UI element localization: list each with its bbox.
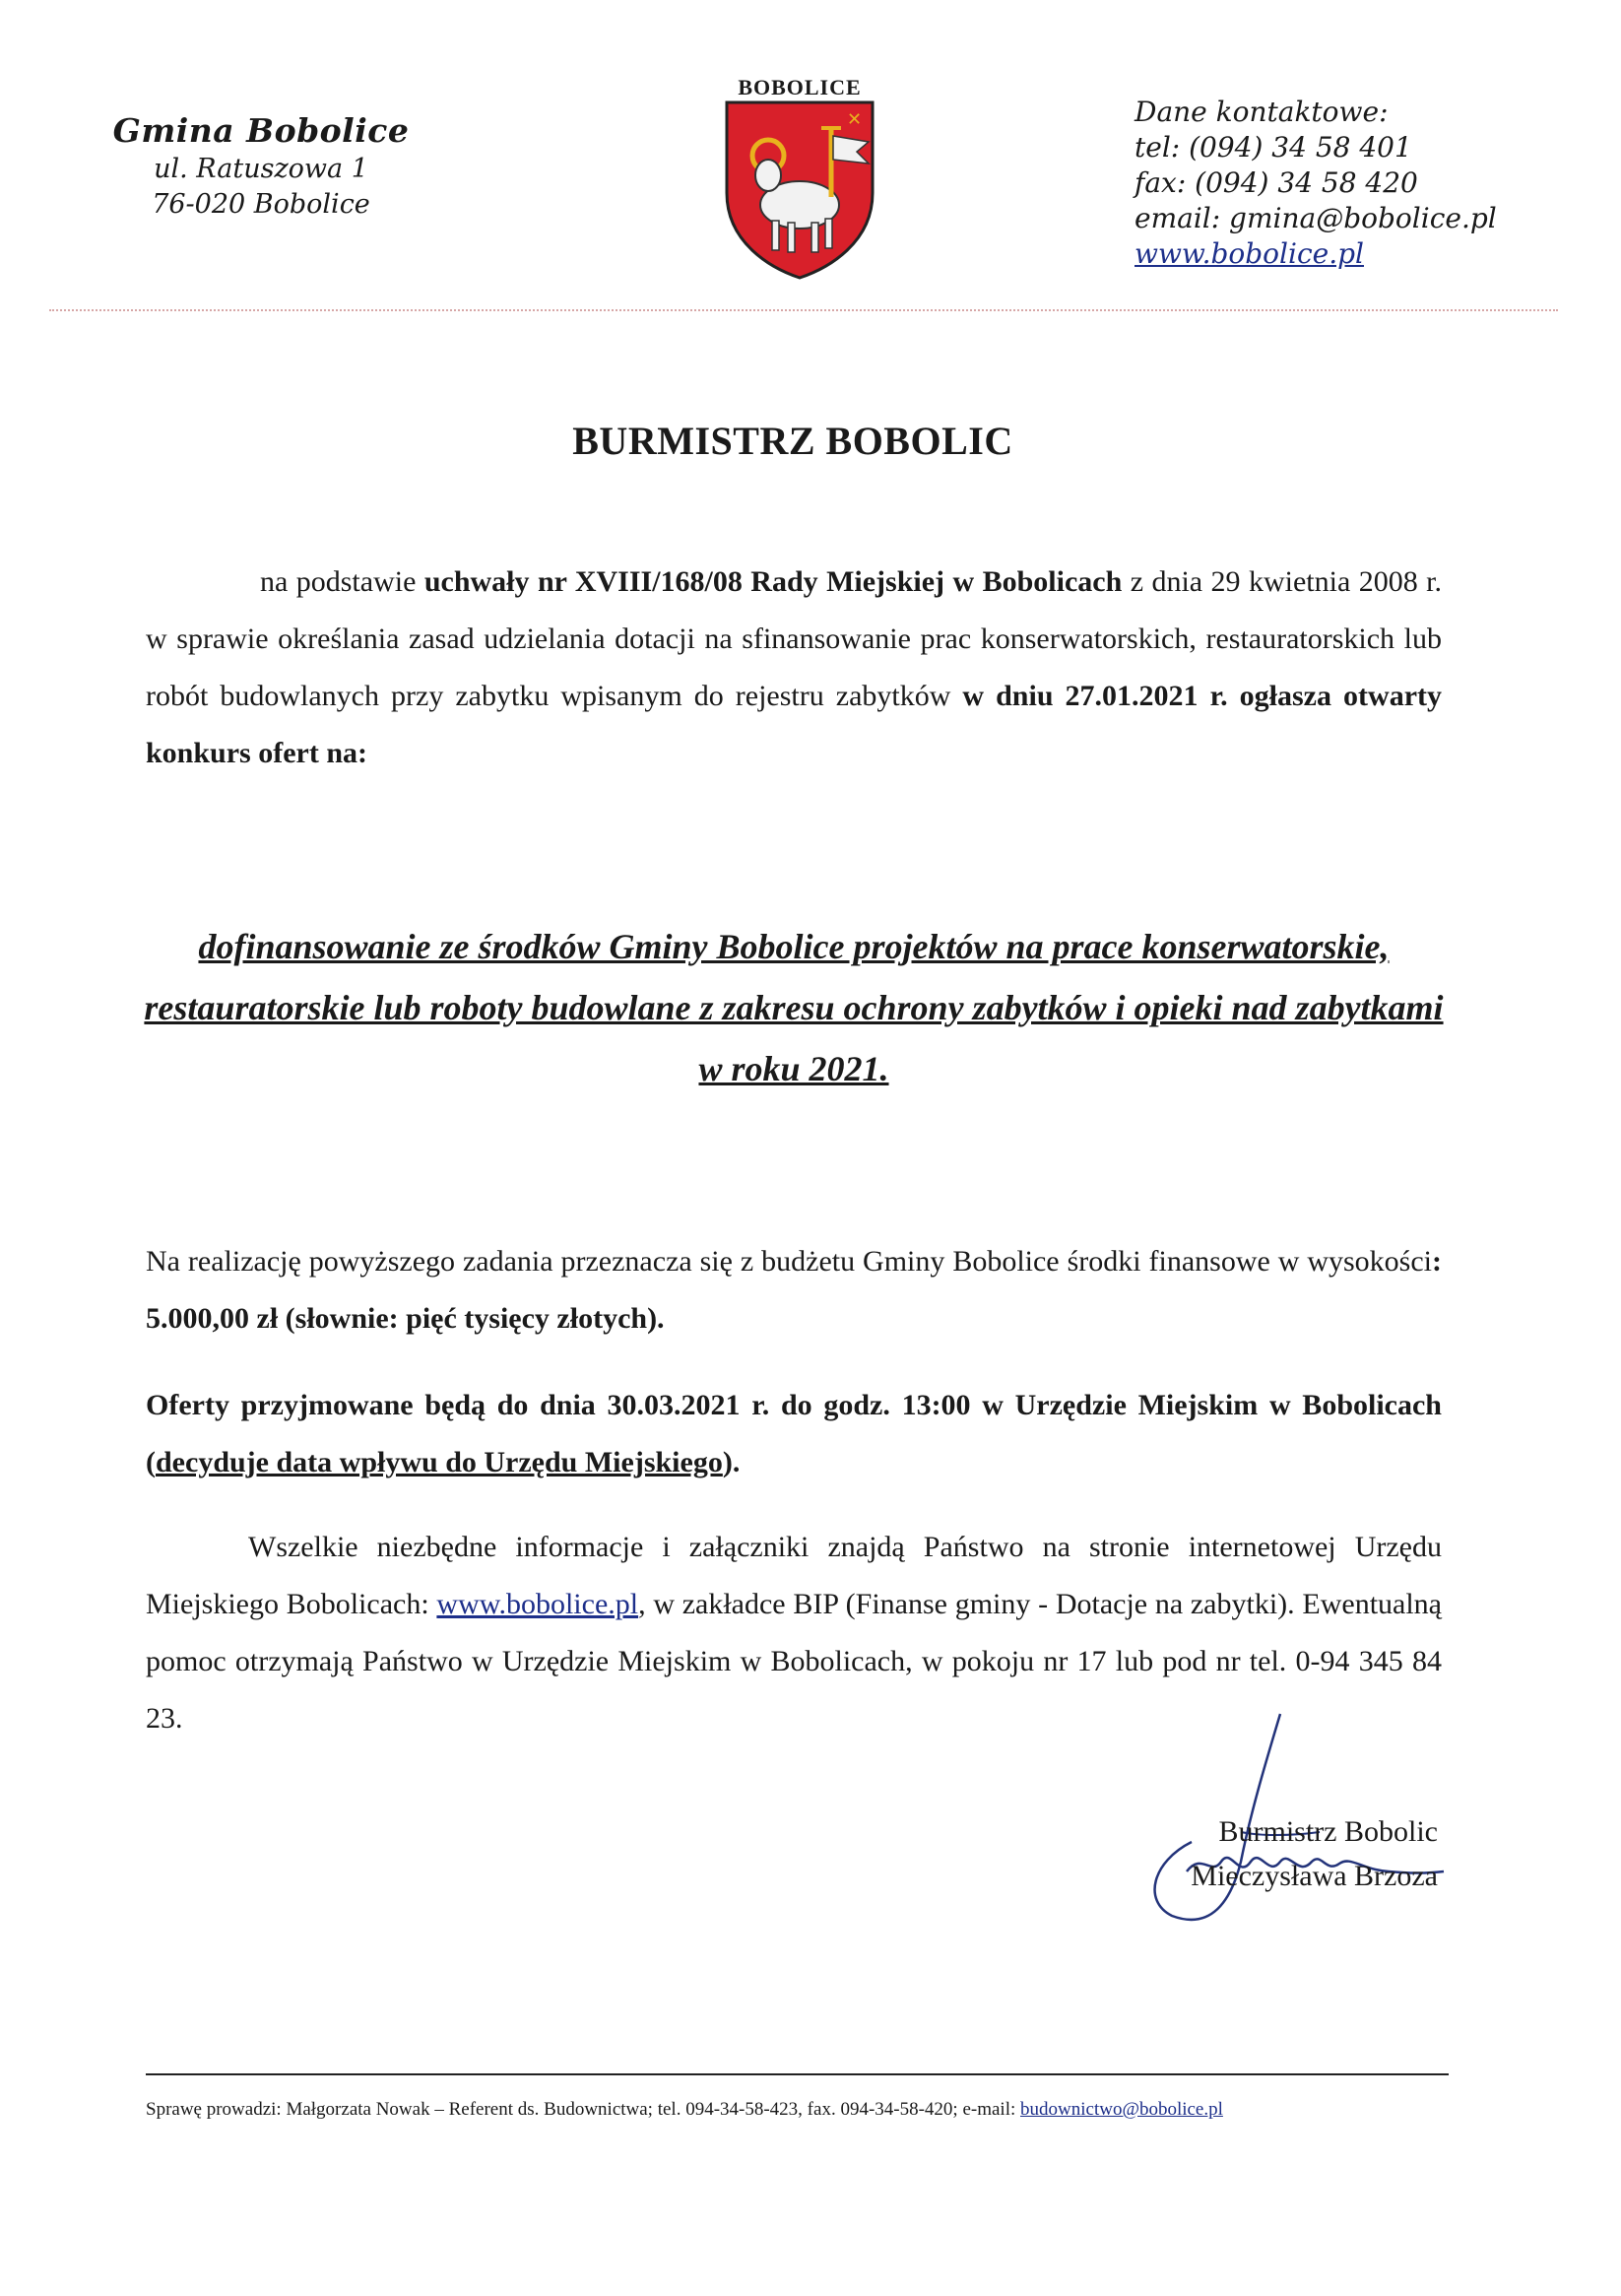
signature-title: Burmistrz Bobolic (1218, 1815, 1438, 1848)
competition-subject: dofinansowanie ze środków Gminy Bobolice projektów na prace konserwatorskie, restauratorskie lub roboty budowlane z zakresu ochrony zabytków i opieki nad zabytkami w roku 2021. (144, 927, 1444, 1088)
deadline-paragraph (146, 1377, 1442, 1491)
contact-fax: fax: (094) 34 58 420 (1135, 166, 1418, 199)
info-text-2: , w zakładce BIP (Finanse gminy - Dotacje na zabytki). Ewentualną pomoc otrzymają Państwo w Urzędzie Miejskim w Bobolicach, w pokoju nr 17 lub pod nr tel. 0-94 345 84 23. (146, 1588, 1442, 1735)
org-city: 76-020 Bobolice (152, 189, 370, 220)
deadline-end: ). (722, 1446, 741, 1478)
coat-of-arms-icon (721, 98, 878, 282)
website-link[interactable]: www.bobolice.pl (436, 1588, 639, 1620)
budget-amount: : 5.000,00 zł (słownie: pięć tysięcy złotych). (146, 1245, 1442, 1335)
header-divider (49, 309, 1558, 311)
footer (146, 2096, 1465, 2124)
budget-paragraph (146, 1233, 1442, 1347)
coat-of-arms (717, 75, 882, 282)
org-block (103, 110, 419, 223)
footer-text: Sprawę prowadzi: Małgorzata Nowak – Referent ds. Budownictwa; tel. 094-34-58-423, fax. 094-34-58-420; e-mail: (146, 2099, 1021, 2120)
contact-tel: tel: (094) 34 58 401 (1135, 131, 1412, 164)
signature-block (1093, 1704, 1507, 1940)
svg-text:✕: ✕ (847, 109, 863, 130)
contact-block (1135, 95, 1497, 272)
document-heading: BURMISTRZ BOBOLIC (572, 419, 1013, 463)
footer-divider (146, 2073, 1449, 2075)
intro-paragraph (146, 554, 1442, 782)
intro-text-1: na podstawie (260, 565, 424, 598)
intro-announcement: w dniu 27.01.2021 r. ogłasza otwarty konkurs ofert na: (146, 680, 1442, 769)
contact-heading: Dane kontaktowe: (1135, 96, 1389, 128)
contact-website-link[interactable]: www.bobolice.pl (1135, 237, 1364, 270)
crest-title: BOBOLICE (738, 75, 862, 99)
budget-text: Na realizację powyższego zadania przeznacza się z budżetu Gminy Bobolice środki finansowe w wysokości (146, 1245, 1432, 1278)
contact-email: email: gmina@bobolice.pl (1135, 202, 1497, 234)
signature-name: Mieczysława Brzoza (1191, 1860, 1438, 1892)
intro-resolution: uchwały nr XVIII/168/08 Rady Miejskiej w Bobolicach (423, 565, 1123, 598)
org-street: ul. Ratuszowa 1 (154, 154, 368, 184)
intro-text-2: z dnia 29 kwietnia 2008 r. w sprawie określania zasad udzielania dotacji na sfinansowanie prac konserwatorskich, restauratorskich lub robót budowlanych przy zabytku wpisanym do rejestru zabytków (146, 565, 1442, 712)
info-text-1: Wszelkie niezbędne informacje i załączniki znajdą Państwo na stronie internetowej Urzędu Miejskiego Bobolicach: (146, 1531, 1442, 1620)
footer-email-link[interactable]: budownictwo@bobolice.pl (1020, 2099, 1223, 2120)
deadline-text: Oferty przyjmowane będą do dnia 30.03.2021 r. do godz. 13:00 w Urzędzie Miejskim w Bobolicach ( (146, 1389, 1442, 1478)
org-name: Gmina Bobolice (112, 111, 410, 150)
deadline-note: decyduje data wpływu do Urzędu Miejskiego (156, 1446, 723, 1478)
